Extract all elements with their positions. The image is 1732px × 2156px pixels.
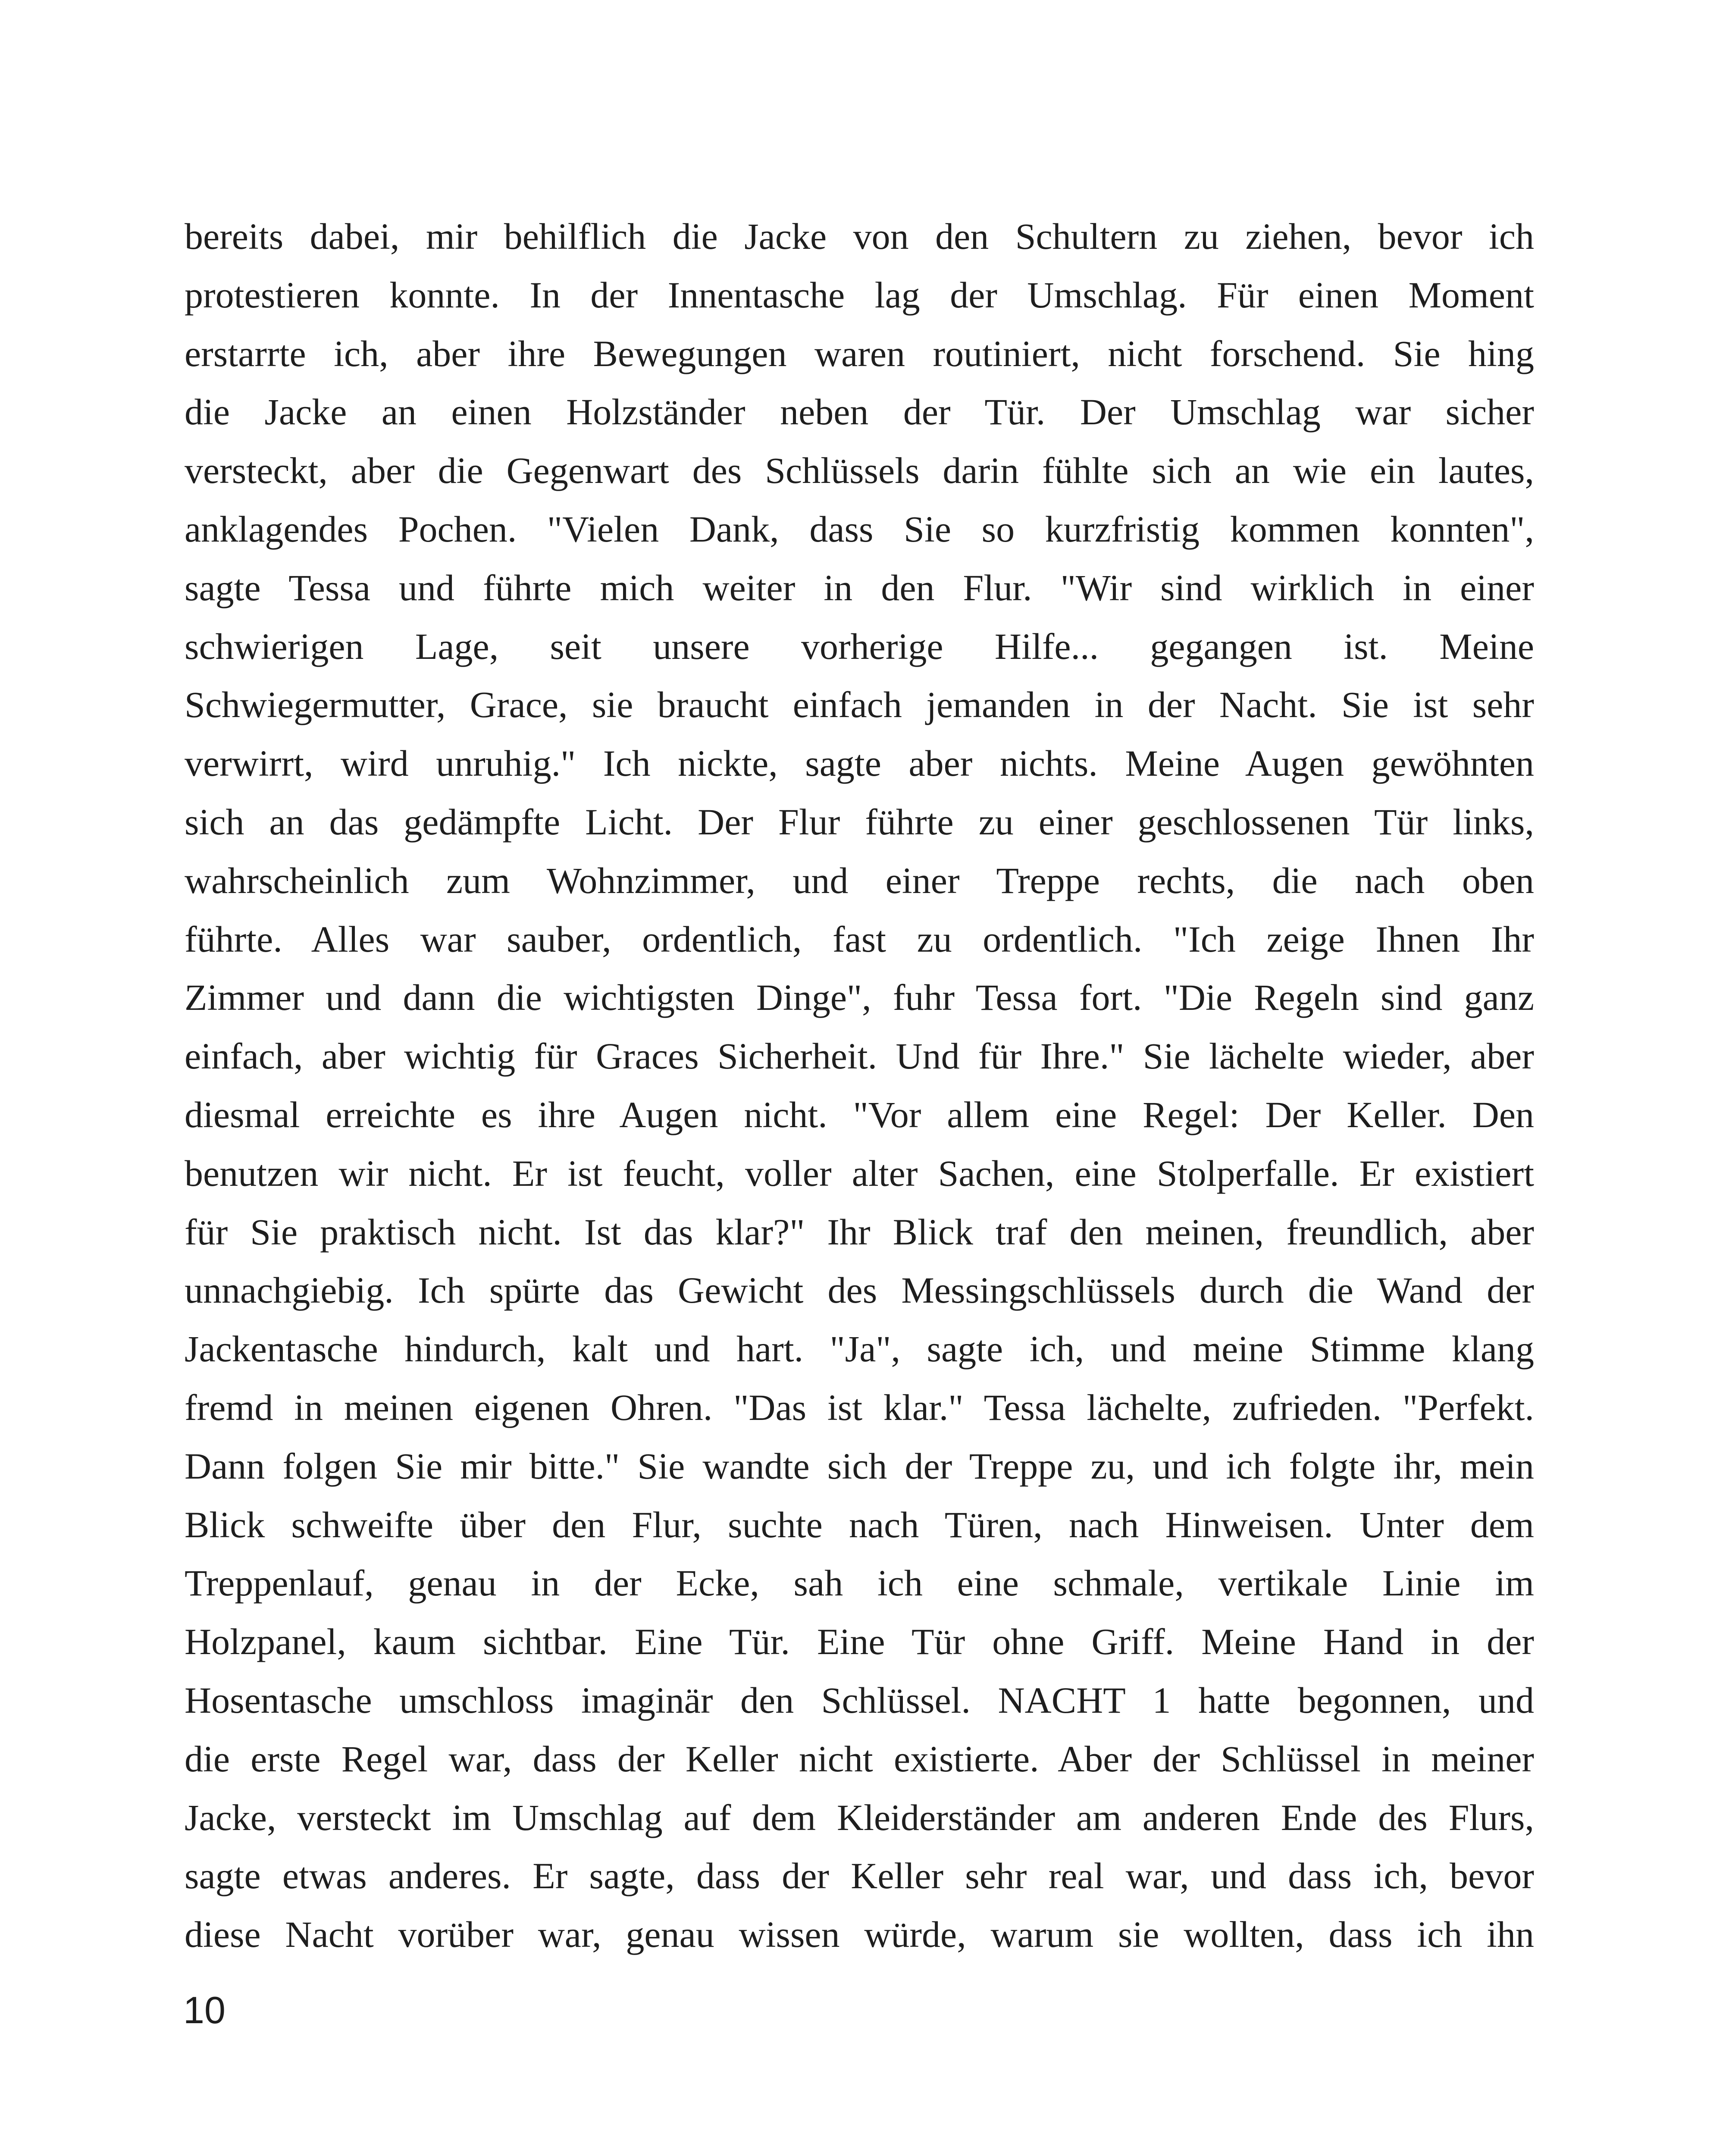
text-line: fremd in meinen eigenen Ohren. "Das ist klar." Tessa lächelte, zufrieden. "Perfekt. — [185, 1386, 1534, 1428]
text-line: Blick schweifte über den Flur, suchte nach Türen, nach Hinweisen. Unter dem — [185, 1504, 1534, 1545]
text-line: benutzen wir nicht. Er ist feucht, voller alter Sachen, eine Stolperfalle. Er existiert — [185, 1152, 1534, 1194]
text-line: für Sie praktisch nicht. Ist das klar?" Ihr Blick traf den meinen, freundlich, aber — [185, 1211, 1534, 1253]
text-line: die erste Regel war, dass der Keller nicht existierte. Aber der Schlüssel in meiner — [185, 1738, 1534, 1780]
text-line: bereits dabei, mir behilflich die Jacke von den Schultern zu ziehen, bevor ich — [185, 216, 1534, 257]
text-line: führte. Alles war sauber, ordentlich, fast zu ordentlich. "Ich zeige Ihnen Ihr — [185, 918, 1534, 960]
text-line: versteckt, aber die Gegenwart des Schlüssels darin fühlte sich an wie ein lautes, — [185, 450, 1534, 492]
text-line: unnachgiebig. Ich spürte das Gewicht des Messingschlüssels durch die Wand der — [185, 1269, 1534, 1311]
text-line: Treppenlauf, genau in der Ecke, sah ich eine schmale, vertikale Linie im — [185, 1562, 1534, 1604]
text-line: Jacke, versteckt im Umschlag auf dem Kleiderständer am anderen Ende des Flurs, — [185, 1796, 1534, 1838]
text-line: die Jacke an einen Holzständer neben der Tür. Der Umschlag war sicher — [185, 391, 1534, 433]
text-line: wahrscheinlich zum Wohnzimmer, und einer Treppe rechts, die nach oben — [185, 859, 1534, 901]
text-line: diese Nacht vorüber war, genau wissen würde, warum sie wollten, dass ich ihn — [185, 1914, 1534, 1955]
text-line: Hosentasche umschloss imaginär den Schlüssel. NACHT 1 hatte begonnen, und — [185, 1679, 1534, 1721]
text-line: Dann folgen Sie mir bitte." Sie wandte sich der Treppe zu, und ich folgte ihr, mein — [185, 1445, 1534, 1487]
text-line: Holzpanel, kaum sichtbar. Eine Tür. Eine Tür ohne Griff. Meine Hand in der — [185, 1621, 1534, 1663]
text-line: verwirrt, wird unruhig." Ich nickte, sagte aber nichts. Meine Augen gewöhnten — [185, 743, 1534, 784]
text-line: sagte Tessa und führte mich weiter in den Flur. "Wir sind wirklich in einer — [185, 567, 1534, 608]
text-line: Schwiegermutter, Grace, sie braucht einfach jemanden in der Nacht. Sie ist sehr — [185, 684, 1534, 726]
text-line: Jackentasche hindurch, kalt und hart. "Ja", sagte ich, und meine Stimme klang — [185, 1328, 1534, 1370]
page-number: 10 — [183, 1989, 226, 2031]
body-text — [185, 207, 1534, 1964]
text-line: erstarrte ich, aber ihre Bewegungen waren routiniert, nicht forschend. Sie hing — [185, 332, 1534, 374]
text-line: diesmal erreichte es ihre Augen nicht. "Vor allem eine Regel: Der Keller. Den — [185, 1094, 1534, 1135]
text-line: Zimmer und dann die wichtigsten Dinge", fuhr Tessa fort. "Die Regeln sind ganz — [185, 977, 1534, 1018]
text-line: protestieren konnte. In der Innentasche lag der Umschlag. Für einen Moment — [185, 274, 1534, 316]
text-line: einfach, aber wichtig für Graces Sicherheit. Und für Ihre." Sie lächelte wieder, aber — [185, 1035, 1534, 1077]
text-line: anklagendes Pochen. "Vielen Dank, dass Sie so kurzfristig kommen konnten", — [185, 508, 1534, 550]
text-line: sich an das gedämpfte Licht. Der Flur führte zu einer geschlossenen Tür links, — [185, 801, 1534, 843]
text-line: schwierigen Lage, seit unsere vorherige Hilfe... gegangen ist. Meine — [185, 625, 1534, 667]
text-line: sagte etwas anderes. Er sagte, dass der Keller sehr real war, und dass ich, bevor — [185, 1855, 1534, 1897]
